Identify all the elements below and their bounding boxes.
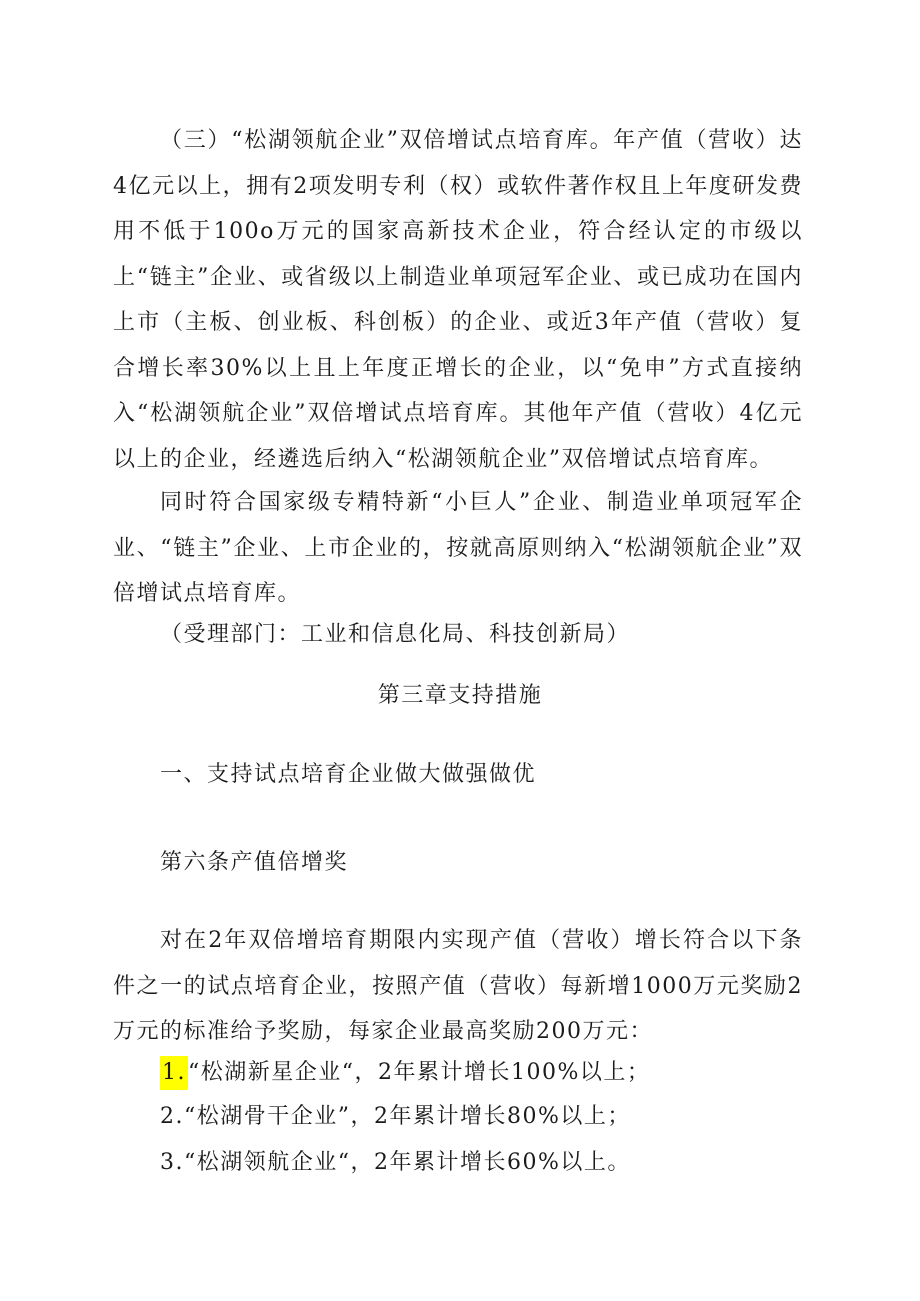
- list-item-number: 3.: [160, 1150, 184, 1175]
- paragraph-accepting-departments: （受理部门：工业和信息化局、科技创新局）: [160, 622, 631, 647]
- list-item-text: “松湖领航企业“，2年累计增长60%以上。: [184, 1150, 631, 1175]
- list-item-number: 2.: [160, 1104, 184, 1129]
- list-item: [160, 1100, 631, 1134]
- list-item-number-highlighted: 1.: [160, 1056, 188, 1090]
- list-item: [160, 1146, 631, 1180]
- chapter-title: 第三章支持措施: [377, 683, 543, 708]
- list-item-text: “松湖新星企业“，2年累计增长100%以上；: [188, 1060, 651, 1085]
- article-title: 第六条产值倍增奖: [160, 850, 349, 875]
- list-item: [160, 1056, 650, 1090]
- section-title: 一、支持试点培育企业做大做强做优: [160, 762, 537, 787]
- paragraph-leading-enterprise-pool: （三）“松湖领航企业”双倍增试点培育库。年产值（营收）达4亿元以上，拥有2项发明专利（权）或软件著作权且上年度研发费用不低于100o万元的国家高新技术企业，符合经认定的市级以上“链主”企业、或省级以上制造业单项冠军企业、或已成功在国内上市（主板、创业板、科创板）的企业、或近3年产值（营收）复合增长率30%以上且上年度正增长的企业，以“免申”方式直接纳入“松湖领航企业”双倍增试点培育库。其他年产值（营收）4亿元以上的企业，经遴选后纳入“松湖领航企业”双倍增试点培育库。: [113, 128, 803, 472]
- paragraph-award-conditions: 对在2年双倍增培育期限内实现产值（营收）增长符合以下条件之一的试点培育企业，按照产值（营收）每新增1000万元奖励2万元的标准给予奖励，每家企业最高奖励200万元：: [113, 928, 803, 1044]
- list-item-text: “松湖骨干企业”，2年累计增长80%以上；: [184, 1104, 631, 1129]
- paragraph-highest-standard-rule: 同时符合国家级专精特新“小巨人”企业、制造业单项冠军企业、“链主”企业、上市企业的，按就高原则纳入“松湖领航企业”双倍增试点培育库。: [113, 490, 803, 606]
